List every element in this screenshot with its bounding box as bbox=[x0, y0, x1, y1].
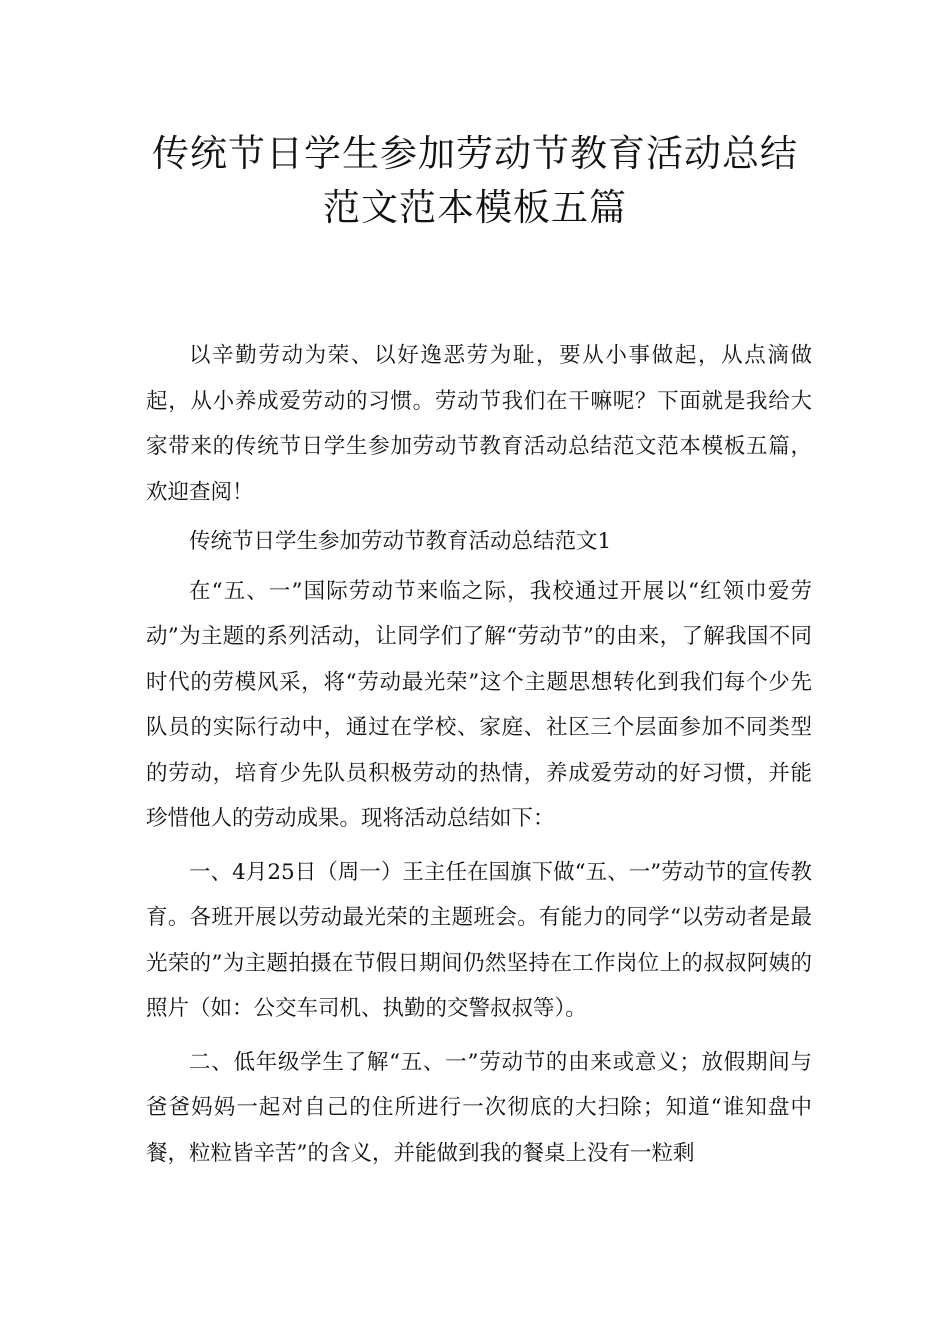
intro-paragraph: 以辛勤劳动为荣、以好逸恶劳为耻，要从小事做起，从点滴做起，从小养成爱劳动的习惯。劳动节我们在干嘛呢？下面就是我给大家带来的传统节日学生参加劳动节教育活动总结范文范本模板五篇，欢迎查阅！ bbox=[146, 343, 812, 505]
body-paragraph-2: 一、4月25日（周一）王主任在国旗下做“五、一”劳动节的宣传教育。各班开展以劳动最光荣的主题班会。有能力的同学“以劳动者是最光荣的”为主题拍摄在节假日期间仍然坚持在工作岗位上的叔叔阿姨的照片（如：公交车司机、执勤的交警叔叔等）。 bbox=[146, 859, 812, 1021]
title-line-2: 范文范本模板五篇 bbox=[323, 186, 627, 229]
document-title bbox=[80, 127, 870, 235]
document-body bbox=[146, 333, 812, 1176]
section-subheading: 传统节日学生参加劳动节教育活动总结范文1 bbox=[189, 529, 612, 554]
body-paragraph-3: 二、低年级学生了解“五、一”劳动节的由来或意义；放假期间与爸爸妈妈一起对自己的住所进行一次彻底的大扫除；知道“谁知盘中餐，粒粒皆辛苦”的含义，并能做到我的餐桌上没有一粒剩 bbox=[146, 1049, 812, 1166]
title-line-1: 传统节日学生参加劳动节教育活动总结 bbox=[152, 132, 798, 175]
body-paragraph-1: 在“五、一”国际劳动节来临之际，我校通过开展以“红领巾爱劳动”为主题的系列活动，让同学们了解“劳动节”的由来，了解我国不同时代的劳模风采，将“劳动最光荣”这个主题思想转化到我们每个少先队员的实际行动中，通过在学校、家庭、社区三个层面参加不同类型的劳动，培育少先队员积极劳动的热情，养成爱劳动的好习惯，并能珍惜他人的劳动成果。现将活动总结如下： bbox=[146, 578, 812, 831]
